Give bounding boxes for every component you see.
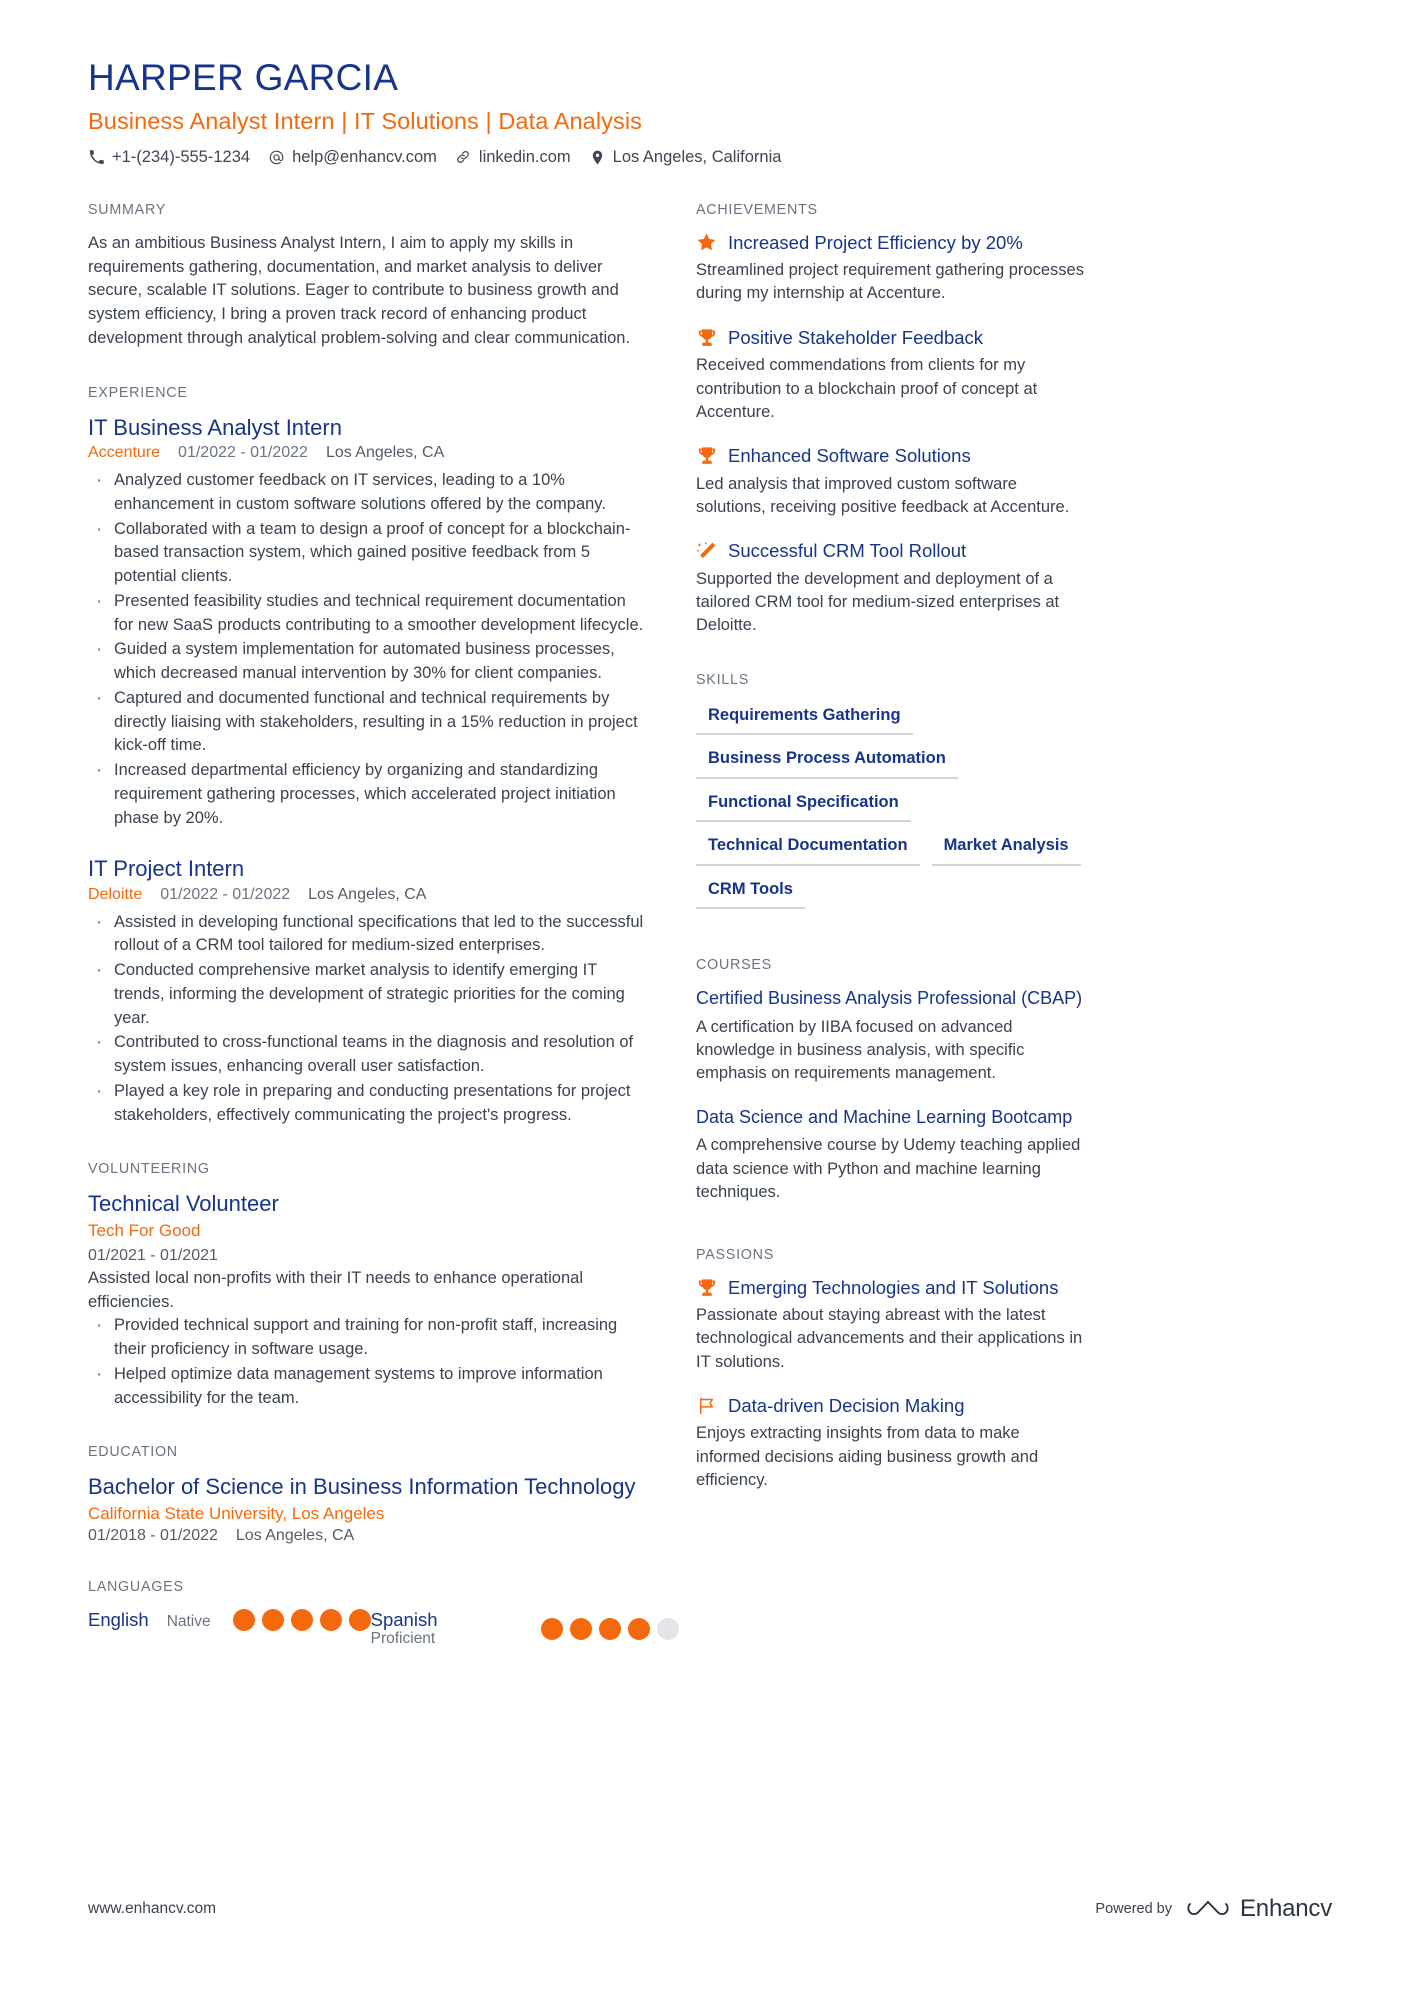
volunteering-bullets: [88, 1314, 648, 1410]
language-name: Spanish: [370, 1608, 438, 1630]
volunteering-title: Technical Volunteer: [88, 1191, 279, 1217]
rating-dot: [628, 1618, 650, 1640]
resume-header: [88, 58, 1332, 166]
language-level: Proficient: [370, 1629, 436, 1647]
footer-url[interactable]: www.enhancv.com: [88, 1900, 217, 1917]
passion-description: Passionate about staying abreast with the latest technological advancements and their applications in IT solutions.: [696, 1305, 1083, 1371]
contact-row: [88, 149, 1332, 166]
volunteering-entry: [88, 1191, 648, 1410]
achievement-item: [696, 327, 1086, 424]
summary-text: As an ambitious Business Analyst Intern, I aim to apply my skills in requirements gathering, documentation, and market analysis to deliver secure, scalable IT solutions. Eager to contribute to business growth and system efficiency, I bring a proven track record of enhancing product development through analytical problem-solving and clear communication.: [88, 233, 631, 347]
section-skills: [696, 672, 1086, 909]
section-courses: [696, 957, 1086, 1205]
skill-tag[interactable]: Business Process Automation: [696, 745, 958, 778]
list-item: · Collaborated with a team to design a proof of concept for a blockchain-based transaction system, which gained positive feedback from 5 potential clients.: [88, 518, 648, 589]
experience-title: IT Business Analyst Intern: [88, 414, 342, 440]
right-column: [696, 202, 1086, 1683]
education-meta: [88, 1527, 648, 1545]
at-icon: [268, 149, 285, 166]
footer-branding: [1095, 1895, 1332, 1923]
contact-link[interactable]: [455, 149, 571, 166]
contact-email-text: help@enhancv.com: [292, 148, 437, 167]
experience-meta: [88, 886, 648, 904]
skill-tag[interactable]: Technical Documentation: [696, 832, 920, 865]
education-entry: [88, 1474, 648, 1544]
section-label-experience: EXPERIENCE: [88, 384, 188, 401]
section-label-skills: SKILLS: [696, 671, 749, 688]
enhancv-logo: [1186, 1895, 1332, 1923]
section-achievements: [696, 202, 1086, 638]
course-item: [696, 1106, 1086, 1205]
course-item: [696, 987, 1086, 1086]
section-label-achievements: ACHIEVEMENTS: [696, 201, 818, 218]
achievement-description: Led analysis that improved custom software solutions, receiving positive feedback at Accenture.: [696, 474, 1070, 516]
section-label-courses: COURSES: [696, 957, 772, 974]
rating-dot: [349, 1609, 371, 1631]
achievement-description: Streamlined project requirement gathering processes during my internship at Accenture.: [696, 261, 1084, 303]
experience-dates: 01/2022 - 01/2022: [178, 444, 308, 462]
contact-link-text: linkedin.com: [478, 148, 571, 167]
powered-by-label: Powered by: [1095, 1901, 1172, 1917]
language-entry-english: [88, 1609, 371, 1632]
rating-dot: [233, 1609, 255, 1631]
column-gap: [648, 202, 696, 1683]
language-level: Native: [166, 1612, 211, 1630]
list-item: · Analyzed customer feedback on IT services, leading to a 10% enhancement in custom software solutions offered by the company.: [88, 469, 648, 517]
experience-location: Los Angeles, CA: [308, 885, 427, 903]
achievement-description: Received commendations from clients for my contribution to a blockchain proof of concept at Accenture.: [696, 356, 1038, 421]
trophy-icon: [696, 1277, 717, 1298]
section-experience: [88, 385, 648, 1128]
experience-dates: 01/2022 - 01/2022: [160, 885, 291, 903]
course-description: A comprehensive course by Udemy teaching applied data science with Python and machine learning techniques.: [696, 1136, 1081, 1202]
enhancv-mark-icon: [1186, 1896, 1230, 1922]
contact-phone[interactable]: [88, 149, 250, 166]
course-description: A certification by IIBA focused on advanced knowledge in business analysis, with specific emphasis on requirements management.: [696, 1017, 1025, 1083]
education-location: Los Angeles, CA: [235, 1526, 355, 1544]
rating-dot: [570, 1618, 592, 1640]
section-summary: [88, 202, 648, 351]
list-item: · Conducted comprehensive market analysis to identify emerging IT trends, informing the development of strategic priorities for the coming year.: [88, 959, 648, 1030]
achievement-item: [696, 445, 1086, 519]
rating-dot: [599, 1618, 621, 1640]
skills-list: [696, 702, 1086, 909]
section-label-volunteering: VOLUNTEERING: [88, 1161, 210, 1178]
map-pin-icon: [589, 149, 606, 166]
experience-entry: [88, 856, 648, 1127]
magic-wand-icon: [696, 541, 717, 562]
experience-company: Deloitte: [88, 885, 143, 903]
star-icon: [696, 232, 717, 253]
volunteering-dates: 01/2021 - 01/2021: [88, 1246, 218, 1264]
brand-name: Enhancv: [1240, 1895, 1332, 1922]
skill-tag[interactable]: Functional Specification: [696, 789, 911, 822]
experience-bullets: [88, 911, 648, 1128]
skill-tag[interactable]: Market Analysis: [932, 832, 1081, 865]
trophy-icon: [696, 446, 717, 467]
list-item: · Provided technical support and training for non-profit staff, increasing their proficiency in software usage.: [88, 1314, 648, 1362]
achievement-item: [696, 540, 1086, 637]
rating-dot: [541, 1618, 563, 1640]
language-name: English: [88, 1608, 149, 1630]
list-item: · Increased departmental efficiency by organizing and standardizing requirement gathering processes, which accelerated project initiation phase by 20%.: [88, 759, 648, 830]
education-dates: 01/2018 - 01/2022: [88, 1526, 218, 1544]
page-title: HARPER GARCIA: [88, 57, 399, 98]
language-entry-spanish: [371, 1609, 679, 1649]
achievement-title: Increased Project Efficiency by 20%: [728, 231, 1023, 253]
rating-dot: [291, 1609, 313, 1631]
list-item: · Assisted in developing functional specifications that led to the successful rollout of a CRM tool tailored for medium-sized enterprises.: [88, 911, 648, 959]
list-item: · Guided a system implementation for automated business processes, which decreased manual intervention by 30% for client companies.: [88, 638, 648, 686]
phone-icon: [88, 149, 105, 166]
achievement-description: Supported the development and deployment of a tailored CRM tool for medium-sized enterprises at Deloitte.: [696, 569, 1060, 635]
contact-phone-text: +1-(234)-555-1234: [112, 148, 251, 167]
section-passions: [696, 1247, 1086, 1493]
volunteering-org: Tech For Good: [88, 1220, 201, 1240]
headline: Business Analyst Intern | IT Solutions | Data Analysis: [88, 107, 643, 134]
passion-title: Data-driven Decision Making: [728, 1395, 965, 1417]
list-item: · Played a key role in preparing and conducting presentations for project stakeholders, effectively communicating the project's progress.: [88, 1080, 648, 1128]
contact-email[interactable]: [268, 149, 437, 166]
experience-location: Los Angeles, CA: [325, 444, 445, 462]
trophy-icon: [696, 328, 717, 349]
achievement-item: [696, 232, 1086, 306]
language-rating-english: [233, 1609, 371, 1631]
section-languages: [88, 1579, 648, 1649]
course-title: Data Science and Machine Learning Bootcamp: [696, 1106, 1073, 1127]
resume-columns: [88, 202, 1332, 1683]
list-item: · Presented feasibility studies and technical requirement documentation for new SaaS products contributing to a smoother development lifecycle.: [88, 590, 648, 638]
passion-item: [696, 1277, 1086, 1374]
left-column: [88, 202, 648, 1683]
section-label-passions: PASSIONS: [696, 1246, 775, 1263]
skill-tag[interactable]: CRM Tools: [696, 876, 805, 909]
achievement-title: Positive Stakeholder Feedback: [728, 326, 984, 348]
page-footer: [88, 1895, 1332, 1923]
contact-location-text: Los Angeles, California: [612, 148, 782, 167]
contact-location: [589, 149, 782, 166]
passion-title: Emerging Technologies and IT Solutions: [728, 1276, 1059, 1298]
section-volunteering: [88, 1161, 648, 1410]
languages-row: [88, 1609, 648, 1649]
education-school: California State University, Los Angeles: [88, 1503, 385, 1523]
section-education: [88, 1444, 648, 1544]
list-item: · Helped optimize data management systems to improve information accessibility for the team.: [88, 1363, 648, 1411]
list-item: · Captured and documented functional and technical requirements by directly liaising with stakeholders, resulting in a 15% reduction in project kick-off time.: [88, 687, 648, 758]
list-item: · Contributed to cross-functional teams in the diagnosis and resolution of system issues, enhancing overall user satisfaction.: [88, 1031, 648, 1079]
experience-company: Accenture: [88, 444, 161, 462]
achievement-title: Enhanced Software Solutions: [728, 445, 971, 467]
section-label-education: EDUCATION: [88, 1444, 178, 1461]
passion-description: Enjoys extracting insights from data to make informed decisions aiding business growth and efficiency.: [696, 1424, 1039, 1490]
rating-dot: [262, 1609, 284, 1631]
experience-meta: [88, 444, 648, 462]
education-degree: Bachelor of Science in Business Information Technology: [88, 1474, 636, 1500]
experience-title: IT Project Intern: [88, 856, 245, 882]
volunteering-description: Assisted local non-profits with their IT needs to enhance operational efficiencies.: [88, 1268, 583, 1311]
section-label-summary: SUMMARY: [88, 201, 167, 218]
experience-entry: [88, 415, 648, 831]
link-icon: [455, 149, 472, 166]
passion-item: [696, 1395, 1086, 1492]
achievement-title: Successful CRM Tool Rollout: [728, 540, 967, 562]
skill-tag[interactable]: Requirements Gathering: [696, 702, 913, 735]
section-label-languages: LANGUAGES: [88, 1578, 184, 1595]
rating-dot: [320, 1609, 342, 1631]
course-title: Certified Business Analysis Professional (CBAP): [696, 988, 1083, 1009]
experience-bullets: [88, 469, 648, 830]
flag-icon: [696, 1396, 717, 1417]
